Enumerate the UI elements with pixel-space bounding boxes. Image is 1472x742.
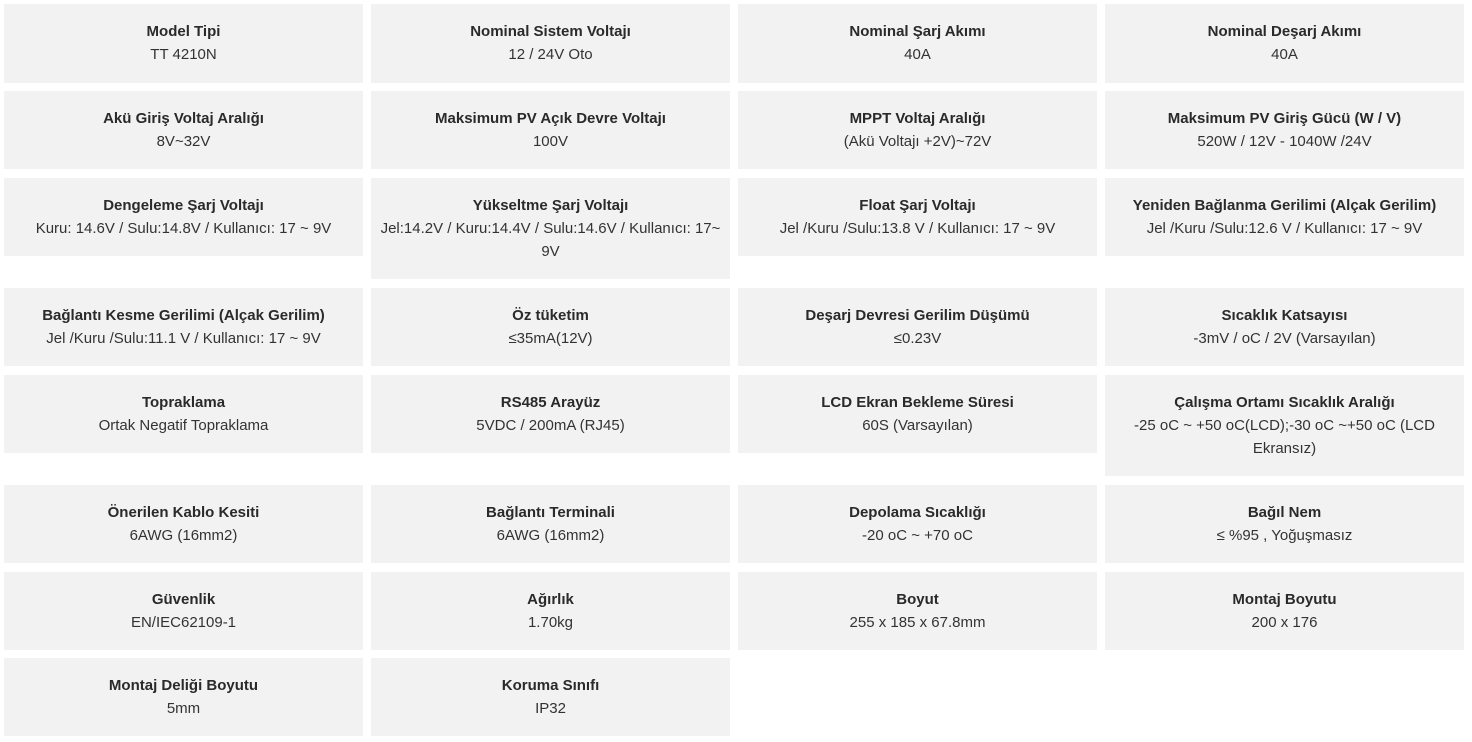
spec-value: -3mV / oC / 2V (Varsayılan) [1193,330,1376,347]
spec-value: Ortak Negatif Topraklama [98,417,269,434]
spec-cell [371,288,730,366]
spec-value: Jel /Kuru /Sulu:12.6 V / Kullanıcı: 17 ~ 9V [1146,220,1423,237]
spec-value: 1.70kg [527,614,574,631]
spec-cell [1105,4,1464,83]
spec-label: Deşarj Devresi Gerilim Düşümü [805,307,1030,324]
spec-value: 12 / 24V Oto [508,46,593,63]
spec-label: Model Tipi [146,23,221,40]
spec-label: Montaj Boyutu [1232,591,1337,608]
spec-cell [371,91,730,169]
spec-value: ≤0.23V [893,330,942,347]
spec-label: Önerilen Kablo Kesiti [107,504,260,521]
spec-value: Jel:14.2V / Kuru:14.4V / Sulu:14.6V / Kullanıcı: 17~ 9V [380,220,721,260]
spec-cell [4,485,363,563]
spec-cell [1105,375,1464,476]
spec-label: Nominal Deşarj Akımı [1207,23,1362,40]
spec-label: Topraklama [141,394,226,411]
spec-value: EN/IEC62109-1 [130,614,237,631]
spec-cell [1105,178,1464,256]
spec-label: Ağırlık [527,591,574,608]
spec-cell [371,4,730,83]
spec-cell [1105,288,1464,366]
spec-label: Akü Giriş Voltaj Aralığı [103,110,264,127]
spec-label: Montaj Deliği Boyutu [108,677,259,694]
spec-value: 40A [1271,46,1298,63]
spec-value: 255 x 185 x 67.8mm [849,614,986,631]
spec-cell [1105,91,1464,169]
spec-row [4,375,1464,476]
spec-label: Bağlantı Terminali [486,504,615,521]
spec-cell [738,375,1097,453]
spec-cell [4,178,363,256]
spec-value: 40A [904,46,931,63]
spec-cell [371,178,730,279]
spec-cell [4,91,363,169]
spec-label: Bağlantı Kesme Gerilimi (Alçak Gerilim) [42,307,325,324]
spec-label: Yükseltme Şarj Voltajı [472,197,629,214]
spec-value: -25 oC ~ +50 oC(LCD);-30 oC ~+50 oC (LCD Ekransız) [1134,417,1435,457]
spec-value: Kuru: 14.6V / Sulu:14.8V / Kullanıcı: 17 ~ 9V [35,220,332,237]
spec-label: Nominal Şarj Akımı [849,23,986,40]
spec-value: 5mm [166,700,201,717]
spec-value: Jel /Kuru /Sulu:11.1 V / Kullanıcı: 17 ~ 9V [46,330,321,347]
spec-cell [371,658,730,736]
spec-cell [738,485,1097,563]
spec-row [4,572,1464,650]
spec-value: IP32 [535,700,566,717]
spec-cell [738,91,1097,169]
spec-label: Koruma Sınıfı [501,677,600,694]
spec-label: Maksimum PV Giriş Gücü (W / V) [1167,110,1402,127]
spec-row [4,178,1464,279]
spec-value: 6AWG (16mm2) [129,527,238,544]
spec-cell [1105,485,1464,563]
spec-cell [4,658,363,736]
spec-cell [4,572,363,650]
spec-value: ≤ %95 , Yoğuşmasız [1216,527,1353,544]
spec-cell [371,375,730,453]
spec-value: ≤35mA(12V) [508,330,593,347]
spec-label: Maksimum PV Açık Devre Voltajı [435,110,666,127]
spec-label: Float Şarj Voltajı [859,197,976,214]
spec-cell [738,572,1097,650]
spec-cell [738,178,1097,256]
spec-label: Boyut [896,591,939,608]
spec-row [4,485,1464,563]
spec-cell [371,485,730,563]
spec-value: 100V [532,133,569,150]
spec-value: 5VDC / 200mA (RJ45) [476,417,625,434]
spec-value: 60S (Varsayılan) [862,417,973,434]
spec-value: 200 x 176 [1251,614,1318,631]
spec-value: 6AWG (16mm2) [496,527,605,544]
spec-row [4,658,730,736]
spec-label: Yeniden Bağlanma Gerilimi (Alçak Gerilim) [1132,197,1437,214]
spec-label: MPPT Voltaj Aralığı [849,110,986,127]
spec-row [4,4,1464,83]
spec-value: Jel /Kuru /Sulu:13.8 V / Kullanıcı: 17 ~ 9V [779,220,1056,237]
spec-value: (Akü Voltajı +2V)~72V [843,133,992,150]
spec-label: RS485 Arayüz [500,394,601,411]
spec-cell [4,288,363,366]
spec-label: Depolama Sıcaklığı [849,504,986,521]
spec-label: Çalışma Ortamı Sıcaklık Aralığı [1174,394,1395,411]
spec-label: Bağıl Nem [1247,504,1322,521]
spec-label: Nominal Sistem Voltajı [470,23,631,40]
spec-value: 520W / 12V - 1040W /24V [1197,133,1372,150]
spec-label: LCD Ekran Bekleme Süresi [821,394,1014,411]
spec-cell [4,375,363,453]
spec-label: Sıcaklık Katsayısı [1221,307,1348,324]
spec-label: Dengeleme Şarj Voltajı [103,197,264,214]
spec-row [4,288,1464,366]
spec-label: Güvenlik [151,591,216,608]
spec-cell [4,4,363,83]
spec-label: Öz tüketim [512,307,589,324]
spec-value: TT 4210N [150,46,217,63]
spec-cell [1105,572,1464,650]
spec-cell [371,572,730,650]
spec-cell [738,288,1097,366]
spec-value: 8V~32V [156,133,211,150]
spec-row [4,91,1464,169]
spec-cell [738,4,1097,83]
spec-value: -20 oC ~ +70 oC [862,527,973,544]
